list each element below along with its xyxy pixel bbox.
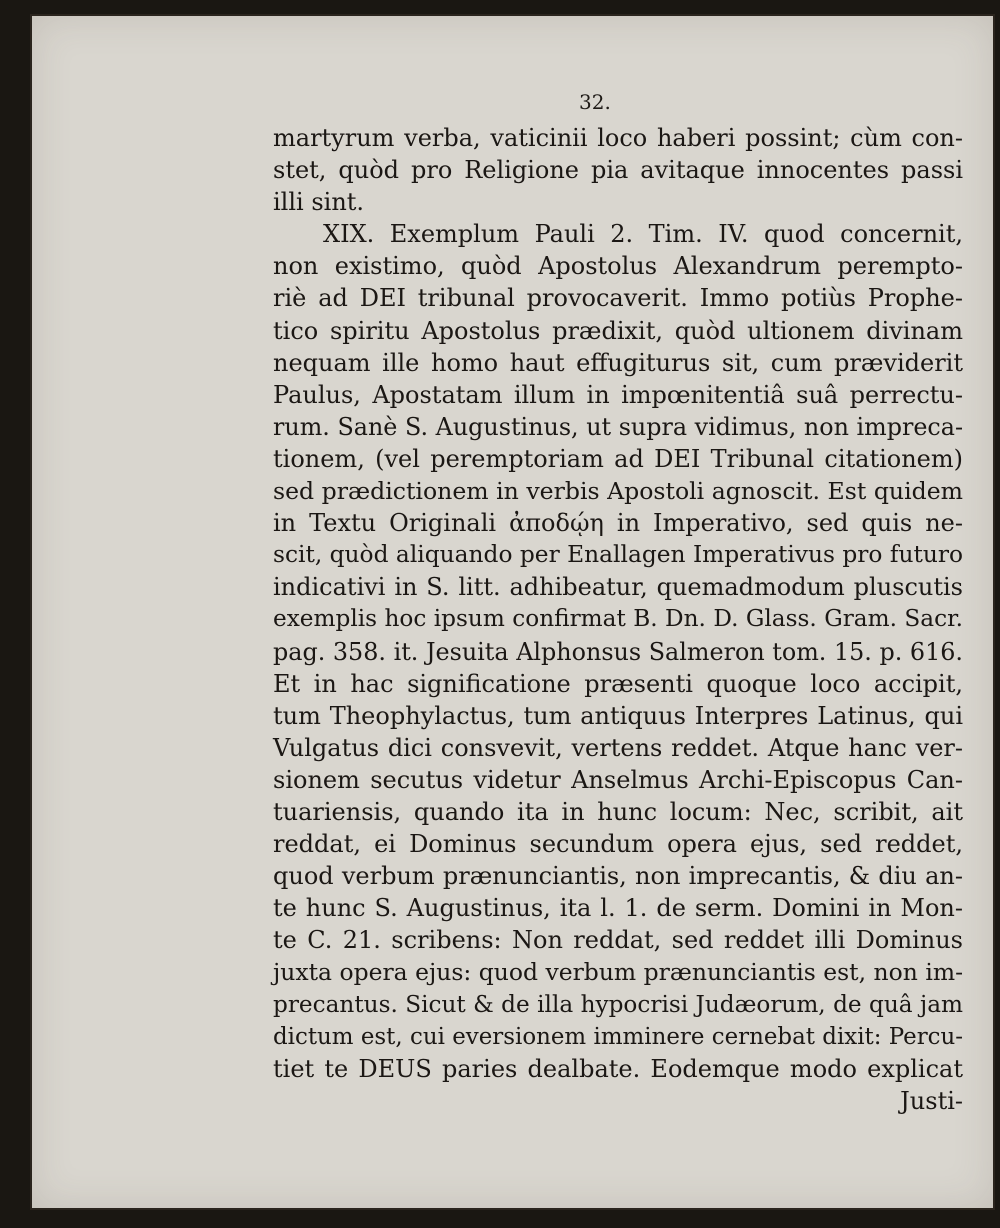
- book-page: [30, 14, 995, 1210]
- body-text: [273, 122, 963, 1117]
- page-number: 32.: [579, 90, 611, 114]
- text-line: quod verbum prænunciantis, non imprecantis, & diu an-: [273, 862, 963, 891]
- text-line: stet, quòd pro Religione pia avitaque innocentes passi: [273, 156, 963, 185]
- text-line: precantus. Sicut & de illa hypocrisi Judæorum, de quâ jam: [273, 990, 963, 1018]
- text-line: indicativi in S. litt. adhibeatur, quemadmodum pluscutis: [273, 573, 963, 602]
- text-line: non existimo, quòd Apostolus Alexandrum perempto-: [273, 252, 963, 281]
- catchword: Justi-: [900, 1086, 963, 1115]
- text-line: tionem, (vel peremptoriam ad DEI Tribunal citationem): [273, 444, 963, 473]
- text-line: tum Theophylactus, tum antiquus Interpres Latinus, qui: [273, 701, 963, 730]
- text-line: martyrum verba, vaticinii loco haberi possint; cùm con-: [273, 124, 963, 152]
- text-line: Vulgatus dici consvevit, vertens reddet. Atque hanc ver-: [273, 733, 963, 762]
- text-line: rum. Sanè S. Augustinus, ut supra vidimus, non impreca-: [273, 412, 963, 441]
- text-line: juxta opera ejus: quod verbum prænunciantis est, non im-: [273, 958, 963, 987]
- text-line: pag. 358. it. Jesuita Alphonsus Salmeron tom. 15. p. 616.: [273, 637, 963, 666]
- text-line: tico spiritu Apostolus prædixit, quòd ultionem divinam: [273, 316, 963, 345]
- text-line: nequam ille homo haut effugiturus sit, cum præviderit: [273, 348, 963, 377]
- text-line: te hunc S. Augustinus, ita l. 1. de serm. Domini in Mon-: [273, 894, 963, 923]
- text-line: tiet te DEUS paries dealbate. Eodemque modo explicat: [273, 1054, 963, 1083]
- text-line: sed prædictionem in verbis Apostoli agnoscit. Est quidem: [273, 477, 963, 506]
- text-line: riè ad DEI tribunal provocaverit. Immo potiùs Prophe-: [273, 284, 963, 313]
- text-line: Et in hac significatione præsenti quoque loco accipit,: [273, 669, 963, 698]
- text-line: sionem secutus videtur Anselmus Archi-Episcopus Can-: [273, 765, 963, 794]
- text-line: illi sint.: [273, 188, 365, 217]
- text-line: exemplis hoc ipsum confirmat B. Dn. D. Glass. Gram. Sacr.: [273, 605, 963, 633]
- text-line: in Textu Originali ἀποδῴη in Imperativo, sed quis ne-: [273, 509, 963, 538]
- text-line: reddat, ei Dominus secundum opera ejus, sed reddet,: [273, 830, 963, 859]
- text-line: scit, quòd aliquando per Enallagen Imperativus pro futuro: [273, 541, 963, 569]
- text-line: Paulus, Apostatam illum in impœnitentiâ suâ perrectu-: [273, 380, 963, 409]
- text-line: XIX. Exemplum Pauli 2. Tim. IV. quod concernit,: [323, 220, 963, 249]
- text-line: dictum est, cui eversionem imminere cernebat dixit: Percu-: [273, 1023, 963, 1050]
- text-line: tuariensis, quando ita in hunc locum: Nec, scribit, ait: [273, 797, 963, 826]
- text-line: te C. 21. scribens: Non reddat, sed reddet illi Dominus: [273, 926, 963, 955]
